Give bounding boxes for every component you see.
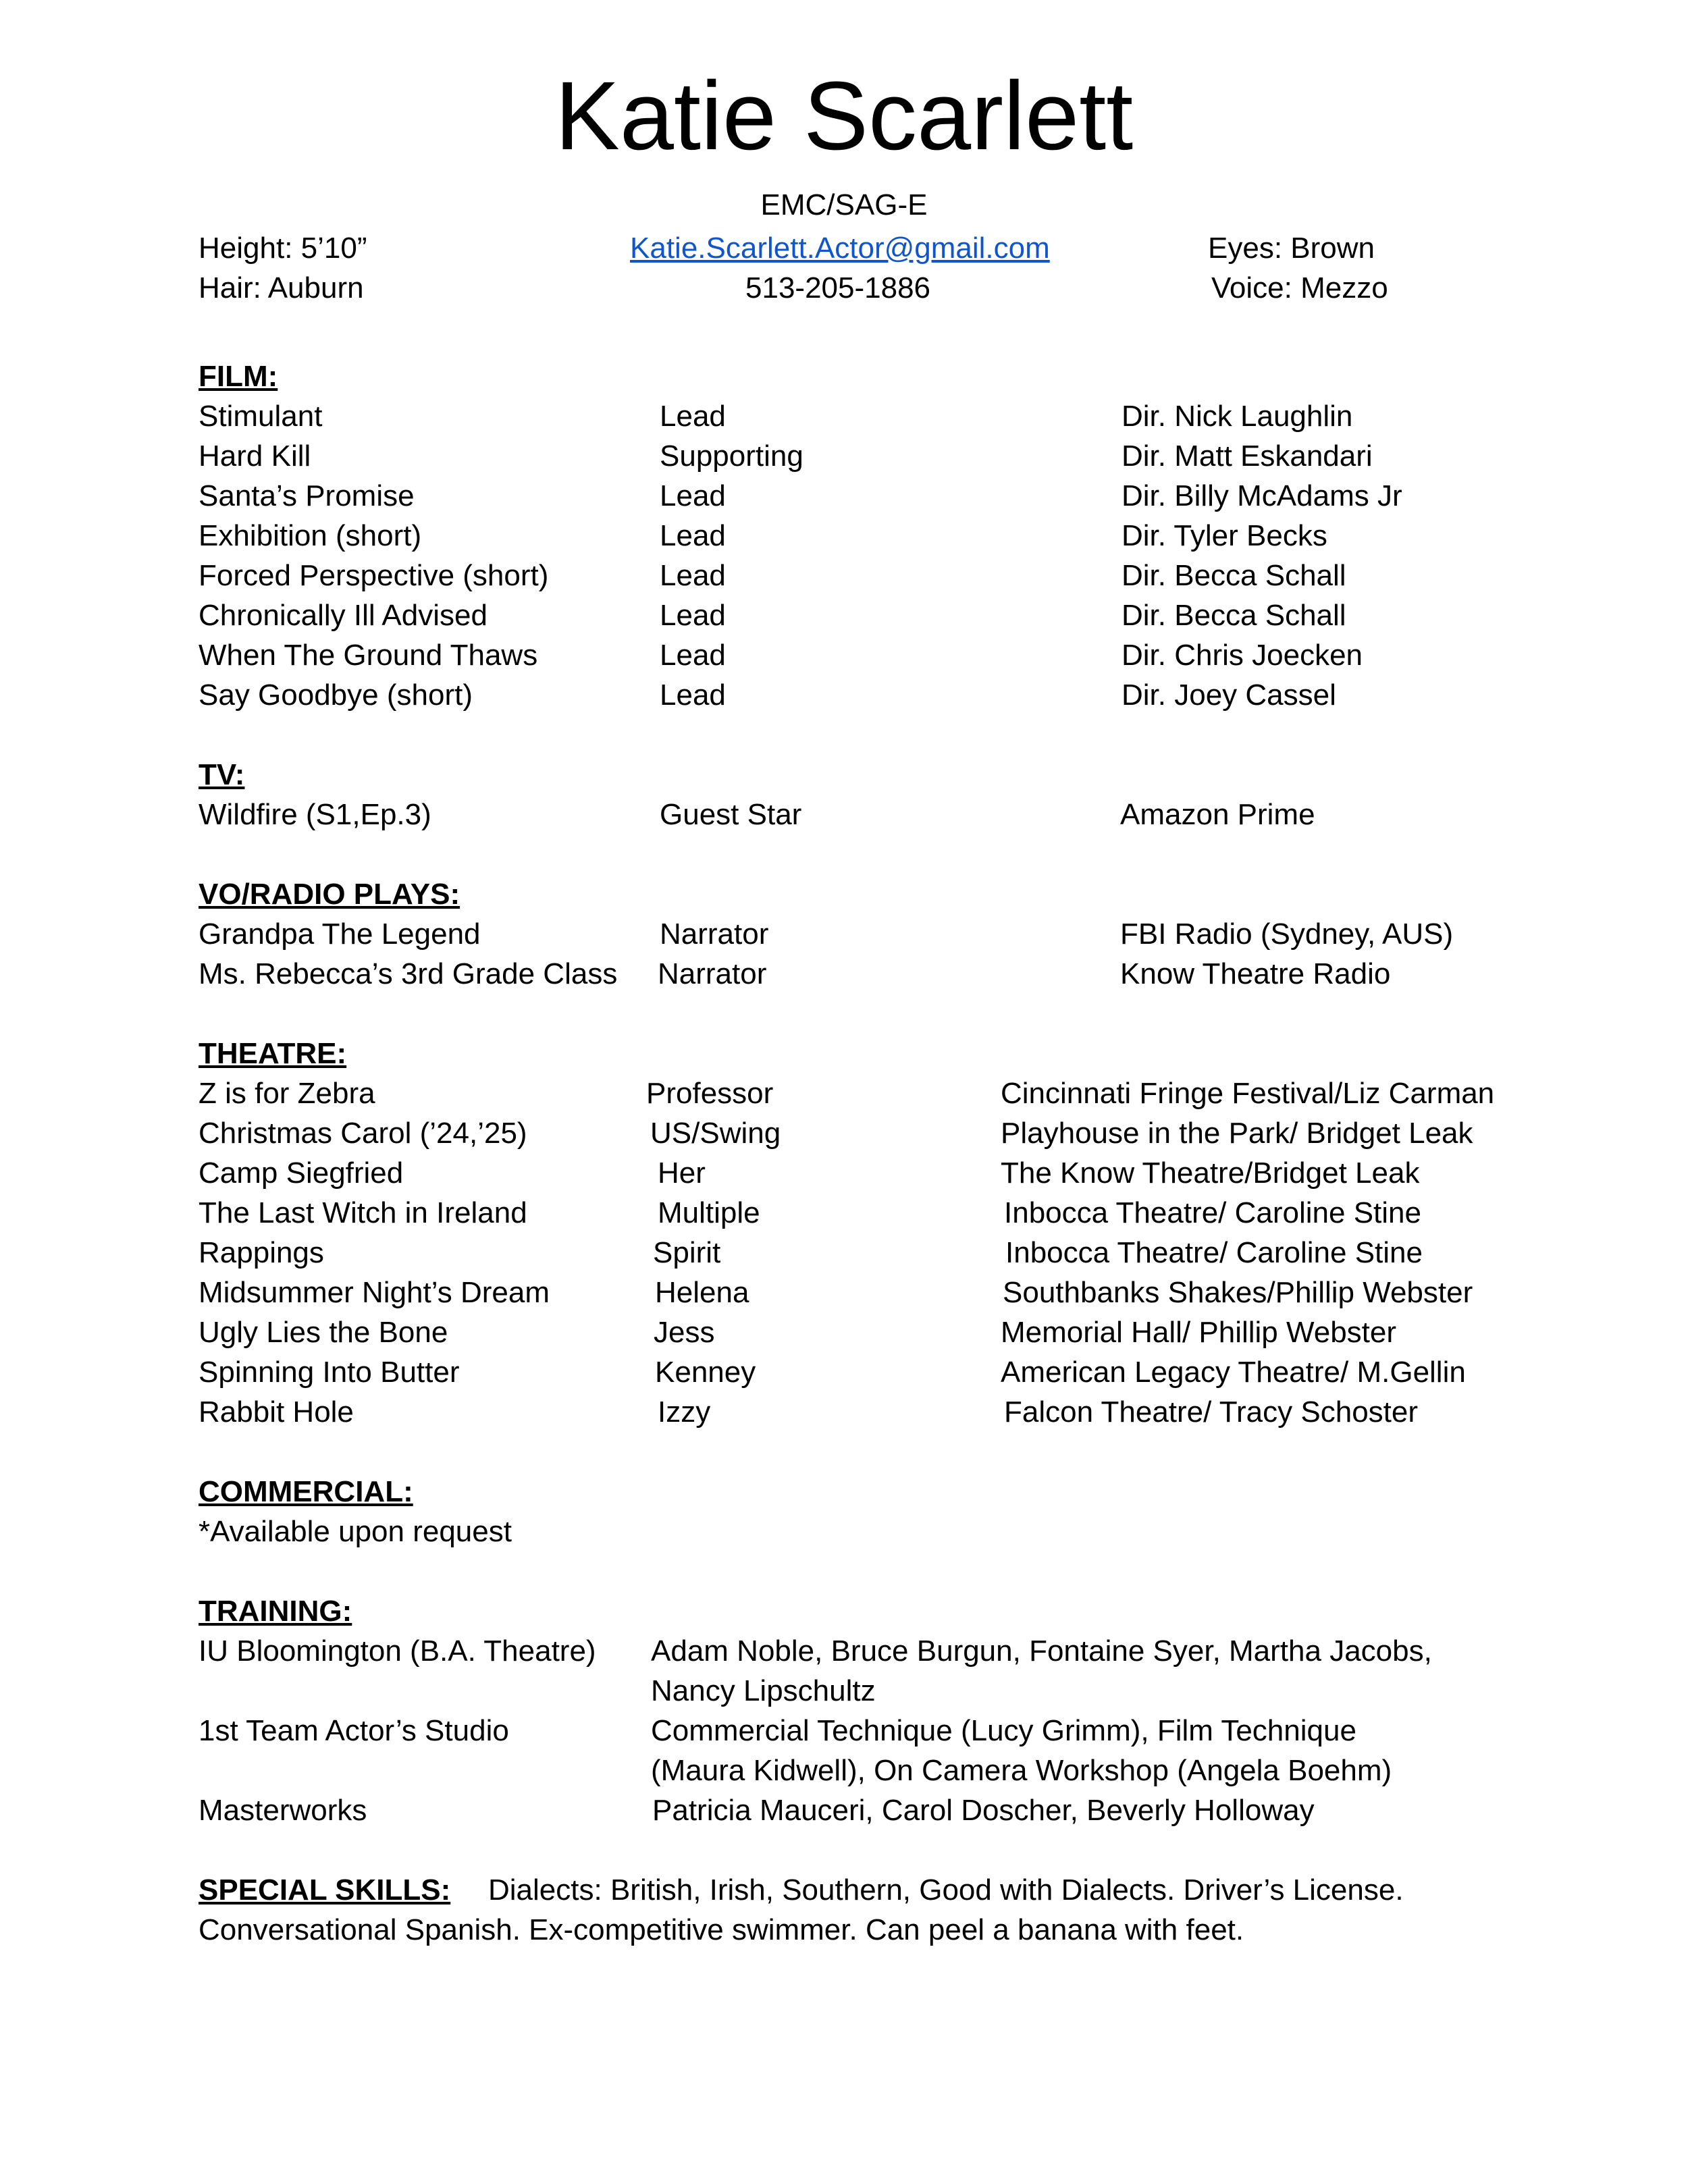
film-credit: Dir. Nick Laughlin	[1122, 400, 1353, 433]
training-teachers: Patricia Mauceri, Carol Doscher, Beverly Holloway	[652, 1794, 1315, 1827]
tv-role: Guest Star	[660, 798, 802, 831]
film-role: Lead	[660, 400, 726, 433]
vo-title: Ms. Rebecca’s 3rd Grade Class	[199, 957, 618, 990]
theatre-role: Her	[658, 1156, 706, 1190]
union-status: EMC/SAG-E	[760, 188, 928, 221]
theatre-title: Christmas Carol (’24,’25)	[199, 1117, 527, 1150]
training-teachers-cont: Nancy Lipschultz	[651, 1674, 876, 1707]
film-credit: Dir. Chris Joecken	[1122, 639, 1363, 672]
film-heading: FILM:	[199, 360, 278, 393]
theatre-credit: Inbocca Theatre/ Caroline Stine	[1005, 1236, 1423, 1269]
eyes-info: Eyes: Brown	[1208, 232, 1375, 265]
theatre-role: Izzy	[658, 1395, 711, 1429]
theatre-title: Midsummer Night’s Dream	[199, 1276, 550, 1309]
film-role: Lead	[660, 519, 726, 552]
theatre-credit: Southbanks Shakes/Phillip Webster	[1003, 1276, 1473, 1309]
theatre-role: US/Swing	[650, 1117, 781, 1150]
film-title: Hard Kill	[199, 440, 311, 473]
theatre-role: Multiple	[658, 1196, 760, 1229]
theatre-credit: Playhouse in the Park/ Bridget Leak	[1001, 1117, 1473, 1150]
training-school: 1st Team Actor’s Studio	[199, 1714, 509, 1747]
theatre-role: Kenney	[655, 1356, 756, 1389]
film-credit: Dir. Joey Cassel	[1122, 678, 1336, 712]
commercial-heading: COMMERCIAL:	[199, 1475, 413, 1508]
film-title: Say Goodbye (short)	[199, 678, 473, 712]
film-role: Lead	[660, 599, 726, 632]
film-credit: Dir. Matt Eskandari	[1122, 440, 1373, 473]
theatre-title: Z is for Zebra	[199, 1077, 375, 1110]
vo-role: Narrator	[658, 957, 767, 990]
film-title: Santa’s Promise	[199, 479, 415, 512]
vo-heading: VO/RADIO PLAYS:	[199, 878, 460, 911]
theatre-title: Rabbit Hole	[199, 1395, 354, 1429]
film-credit: Dir. Becca Schall	[1122, 599, 1346, 632]
film-role: Lead	[660, 639, 726, 672]
film-title: Exhibition (short)	[199, 519, 422, 552]
theatre-credit: American Legacy Theatre/ M.Gellin	[1001, 1356, 1466, 1389]
tv-heading: TV:	[199, 758, 245, 791]
training-heading: TRAINING:	[199, 1595, 352, 1628]
film-title: Stimulant	[199, 400, 323, 433]
film-title: When The Ground Thaws	[199, 639, 538, 672]
film-title: Chronically Ill Advised	[199, 599, 487, 632]
training-school: Masterworks	[199, 1794, 367, 1827]
film-title: Forced Perspective (short)	[199, 559, 549, 592]
theatre-credit: Inbocca Theatre/ Caroline Stine	[1004, 1196, 1421, 1229]
vo-credit: FBI Radio (Sydney, AUS)	[1120, 917, 1454, 951]
skills-text: Dialects: British, Irish, Southern, Good with Dialects. Driver’s License.	[488, 1873, 1404, 1907]
theatre-role: Helena	[655, 1276, 749, 1309]
theatre-title: Ugly Lies the Bone	[199, 1316, 448, 1349]
training-teachers: Adam Noble, Bruce Burgun, Fontaine Syer, Martha Jacobs,	[651, 1634, 1432, 1668]
training-teachers-cont: (Maura Kidwell), On Camera Workshop (Angela Boehm)	[651, 1754, 1392, 1787]
vo-credit: Know Theatre Radio	[1120, 957, 1391, 990]
skills-heading: SPECIAL SKILLS:	[199, 1873, 451, 1907]
theatre-role: Jess	[654, 1316, 715, 1349]
tv-title: Wildfire (S1,Ep.3)	[199, 798, 431, 831]
film-role: Lead	[660, 678, 726, 712]
height-info: Height: 5’10”	[199, 232, 367, 265]
actor-name: Katie Scarlett	[554, 61, 1134, 170]
theatre-title: Spinning Into Butter	[199, 1356, 460, 1389]
film-role: Supporting	[660, 440, 803, 473]
tv-credit: Amazon Prime	[1120, 798, 1315, 831]
phone-number: 513-205-1886	[745, 271, 931, 304]
training-school: IU Bloomington (B.A. Theatre)	[199, 1634, 596, 1668]
theatre-role: Spirit	[653, 1236, 721, 1269]
theatre-credit: Cincinnati Fringe Festival/Liz Carman	[1001, 1077, 1495, 1110]
voice-info: Voice: Mezzo	[1211, 271, 1388, 304]
vo-title: Grandpa The Legend	[199, 917, 481, 951]
film-role: Lead	[660, 559, 726, 592]
film-credit: Dir. Billy McAdams Jr	[1122, 479, 1402, 512]
email-link[interactable]: Katie.Scarlett.Actor@gmail.com	[630, 232, 1050, 265]
theatre-credit: The Know Theatre/Bridget Leak	[1001, 1156, 1420, 1190]
hair-info: Hair: Auburn	[199, 271, 364, 304]
theatre-heading: THEATRE:	[199, 1037, 347, 1070]
theatre-title: Rappings	[199, 1236, 324, 1269]
film-credit: Dir. Becca Schall	[1122, 559, 1346, 592]
theatre-credit: Memorial Hall/ Phillip Webster	[1001, 1316, 1397, 1349]
commercial-note: *Available upon request	[199, 1515, 512, 1548]
skills-text-cont: Conversational Spanish. Ex-competitive swimmer. Can peel a banana with feet.	[199, 1913, 1244, 1946]
training-teachers: Commercial Technique (Lucy Grimm), Film Technique	[651, 1714, 1356, 1747]
vo-role: Narrator	[660, 917, 769, 951]
theatre-role: Professor	[646, 1077, 774, 1110]
theatre-title: The Last Witch in Ireland	[199, 1196, 527, 1229]
film-credit: Dir. Tyler Becks	[1122, 519, 1327, 552]
theatre-title: Camp Siegfried	[199, 1156, 404, 1190]
theatre-credit: Falcon Theatre/ Tracy Schoster	[1004, 1395, 1419, 1429]
film-role: Lead	[660, 479, 726, 512]
